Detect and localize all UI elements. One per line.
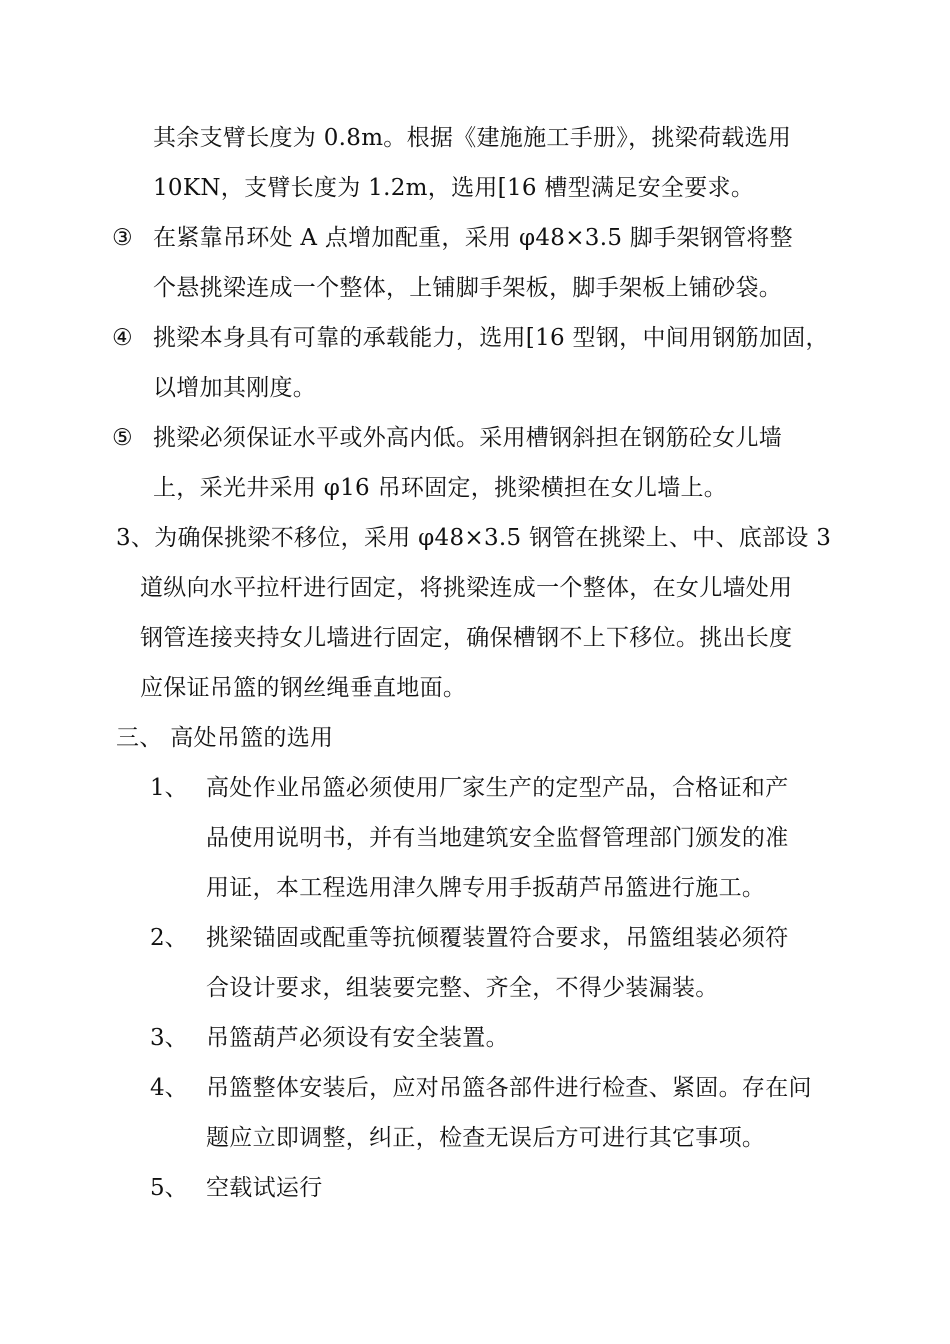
list-number: 3、: [150, 1025, 188, 1051]
list-number: 2、: [150, 925, 188, 951]
list-number: 5、: [150, 1175, 188, 1201]
paragraph-line: 个悬挑梁连成一个整体，上铺脚手架板，脚手架板上铺砂袋。: [153, 275, 783, 301]
paragraph-line: 3、为确保挑梁不移位，采用 φ48×3.5 钢管在挑梁上、中、底部设 3: [116, 525, 832, 551]
paragraph-line: 应保证吊篮的钢丝绳垂直地面。: [140, 675, 467, 701]
list-item-line: 挑梁锚固或配重等抗倾覆装置符合要求，吊篮组装必须符: [206, 925, 789, 951]
section-heading: 三、 高处吊篮的选用: [116, 725, 334, 751]
paragraph-line: 以增加其刚度。: [153, 375, 317, 401]
list-item-line: 用证，本工程选用津久牌专用手扳葫芦吊篮进行施工。: [206, 875, 766, 901]
list-item-line: 品使用说明书，并有当地建筑安全监督管理部门颁发的准: [206, 825, 789, 851]
circled-number-3: ③: [112, 225, 133, 251]
paragraph-line: 其余支臂长度为 0.8m。根据《建施施工手册》，挑梁荷载选用: [153, 125, 792, 151]
list-item-line: 空载试运行: [206, 1175, 323, 1201]
paragraph-line: 10KN，支臂长度为 1.2m，选用[16 槽型满足安全要求。: [153, 175, 755, 201]
list-item-line: 吊篮葫芦必须设有安全装置。: [206, 1025, 509, 1051]
paragraph-line: 上，采光井采用 φ16 吊环固定，挑梁横担在女儿墙上。: [153, 475, 728, 501]
list-item-line: 合设计要求，组装要完整、齐全，不得少装漏装。: [206, 975, 719, 1001]
list-item-line: 高处作业吊篮必须使用厂家生产的定型产品，合格证和产: [206, 775, 789, 801]
paragraph-line: 挑梁必须保证水平或外高内低。采用槽钢斜担在钢筋砼女儿墙: [153, 425, 783, 451]
paragraph-line: 道纵向水平拉杆进行固定，将挑梁连成一个整体，在女儿墙处用: [140, 575, 793, 601]
circled-number-4: ④: [112, 325, 133, 351]
list-number: 1、: [150, 775, 188, 801]
list-item-line: 吊篮整体安装后，应对吊篮各部件进行检查、紧固。存在问: [206, 1075, 812, 1101]
list-item-line: 题应立即调整，纠正，检查无误后方可进行其它事项。: [206, 1125, 766, 1151]
paragraph-line: 钢管连接夹持女儿墙进行固定，确保槽钢不上下移位。挑出长度: [140, 625, 793, 651]
list-number: 4、: [150, 1075, 188, 1101]
paragraph-line: 在紧靠吊环处 A 点增加配重，采用 φ48×3.5 脚手架钢管将整: [153, 225, 793, 251]
paragraph-line: 挑梁本身具有可靠的承载能力，选用[16 型钢，中间用钢筋加固，: [153, 325, 829, 351]
circled-number-5: ⑤: [112, 425, 133, 451]
